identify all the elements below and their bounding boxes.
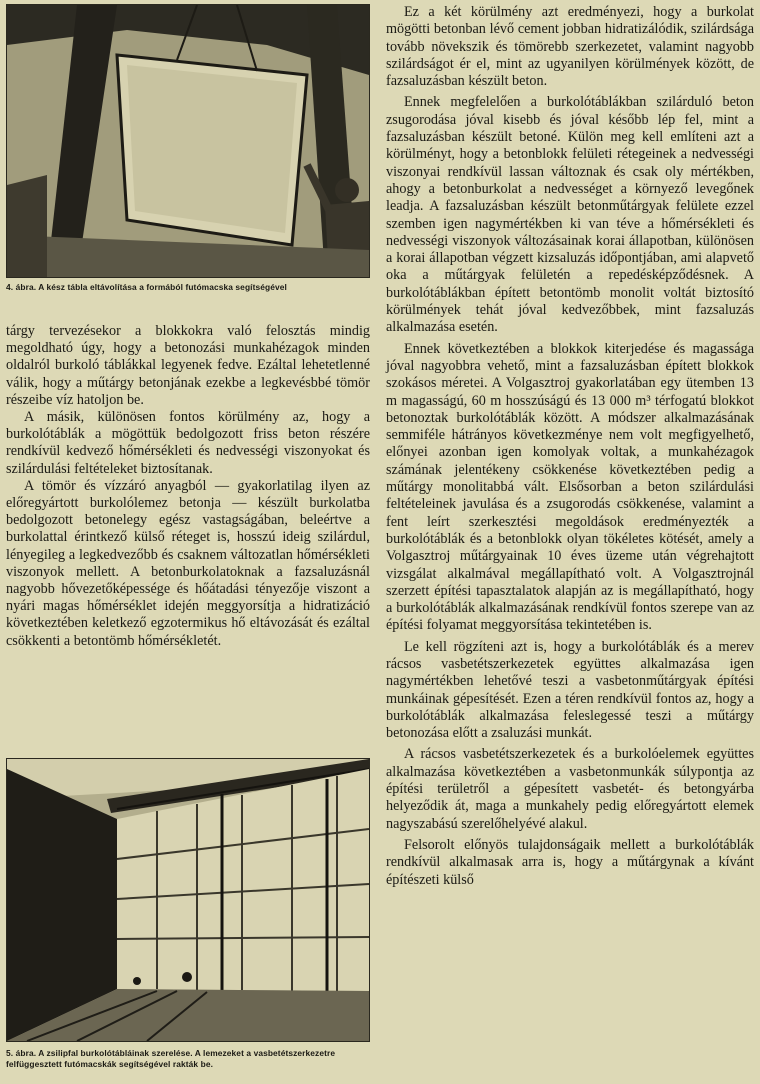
- right-body-text: [386, 4, 754, 893]
- figure-4-caption: 4. ábra. A kész tábla eltávolítása a formából futómacska segítségével: [6, 282, 287, 292]
- paragraph: Ennek következtében a blokkok kiterjedése és magassága jóval nagyobbra vehető, mint a fazsaluzásban épített blokkok szokásos méretei. A Volgasztroj gyakorlatában egy ütemben 13 m magasságú, 60 m hosszúságú és 13 000 m³ térfogatú blokkot betonoztak burkolótáblák között. A módszer alkalmazásának semmiféle hátrányos következménye nem volt megfigyelhető, előnyei azonban igen komolyak voltak, a munkahézagok számának jelentékeny csökkenése következtében pedig a műtárgy monolitabbá vált. Elsősorban a beton szilárdulási feltételeinek javulása és a zsugorodás csökkenése, valamint a fent leírt szerkesztési megoldások eredményezték a burkolótáblák és a betonblokk olyan tökéletes kötését, amely a Volgasztroj műtárgyainak 10 éves üzeme után végrehajtott vizsgálat alkalmával megállapítható volt. A Volgasztrojnál szerzett építési tapasztalatok alapján az is megállapítható, hogy a burkolótáblák alkalmazásának rendkívül fontos szerepe van az építési folyamat meggyorsítása tekintetében is.: [386, 340, 754, 634]
- paragraph: Le kell rögzíteni azt is, hogy a burkolótáblák és a merev rácsos vasbetétszerkezetek együttes alkalmazása igen nagymértékben lehetővé teszi a vasbetonműtárgyak építési munkáinak gépesítését. Ezen a téren rendkívül fontos az, hogy a burkolótáblák alkalmazása feleslegessé teszi a műtárgy betonozása előtt a zsaluzási munkát.: [386, 638, 754, 742]
- paragraph: tárgy tervezésekor a blokkokra való felosztás mindig megoldható úgy, hogy a betonozási munkahézagok minden oldalról burkoló táblákkal legyenek fedve. Ezáltal lehetetlenné válik, hogy a műtárgy betonjának ezekbe a legkevésbbé tömör részeibe víz hatoljon be.: [6, 323, 370, 408]
- paragraph: Ennek megfelelően a burkolótáblákban szilárduló beton zsugorodása jóval kisebb és jóval később lép fel, mint a fazsaluzásban készült betoné. Külön meg kell említeni azt a körülményt, hogy a betonblokk felületi rétegeinek a nedvességi viszonyai rendkívül lassan változnak és csak oly mértékben, ahogy a betonburkolat a nedvességet a környező levegőnek leadja. A fazsaluzásban készült betonműtárgyak felülete ezzel szemben igen nagymértékben ki van téve a hőmérsékleti és nedvességi viszonyok változásainak korai állapotban, különösen a korai állapotban végzett kizsaluzás időpontjában, ami alapvető oka a műtárgyak felületén a repedésképződésnek. A burkolótáblákban épített betontömb monolit voltát biztosító körülmények tehát jóval kedvezőbbek, mint fazsaluzás alkalmazása esetén.: [386, 94, 754, 336]
- paragraph: Felsorolt előnyös tulajdonságaik mellett a burkolótáblák rendkívül alkalmasak arra is, hogy a műtárgynak a kívánt építészeti külső: [386, 836, 754, 888]
- figure-5-illustration: [7, 759, 369, 1041]
- paragraph: Ez a két körülmény azt eredményezi, hogy a burkolat mögötti betonban lévő cement jobban hidratizálódik, szilárdsága tovább növekszik és tömörebb szerkezetet, valamint nagyobb szilárdságot ér el, mint az ugyanilyen körülmények között, de fazsaluzásban készült beton.: [386, 4, 754, 90]
- paragraph: A tömör és vízzáró anyagból — gyakorlatilag ilyen az előregyártott burkolólemez betonja — készült burkolatba bedolgozott betonelegy egész vastagságában, beleértve a burkolattal érintkező külső réteget is, hosszú ideig szilárdul, lényegileg a legkedvezőbb és csaknem változatlan hőmérsékleti viszonyok mellett. A betonburkolatoknak a fazsaluzásnál nagyobb hővezetőképessége és hőátadási tényezője viszont a nyári magas hőmérséklet idején meggyorsítja a hidratizáció következtében keletkező egzotermikus hő eltávozását és ezáltal csökkenti a betontömb hőmérsékletét.: [6, 477, 370, 649]
- figure-4-illustration: [7, 5, 369, 277]
- figure-5-caption: 5. ábra. A zsilipfal burkolótábláinak szerelése. A lemezeket a vasbetétszerkezetre felfüggesztett futómacskák segítségével rakták be.: [6, 1048, 336, 1069]
- left-body-text: [6, 323, 370, 650]
- paragraph: A másik, különösen fontos körülmény az, hogy a burkolótáblák a mögöttük bedolgozott friss beton részére rendkívül kedvező hőmérsékleti és nedvességi viszonyokat és szilárdulási feltételeket biztosítanak.: [6, 409, 370, 477]
- figure-4-photo: [6, 4, 370, 278]
- paragraph: A rácsos vasbetétszerkezetek és a burkolóelemek együttes alkalmazása következtében a vasbetonmunkák súlypontja az építési területről a gépesített vasbetét- és betongyárba helyeződik át, maga a munkahely pedig előregyártott elemek nagyszabású szerelőhelyévé alakul.: [386, 746, 754, 832]
- figure-5-photo: [6, 758, 370, 1042]
